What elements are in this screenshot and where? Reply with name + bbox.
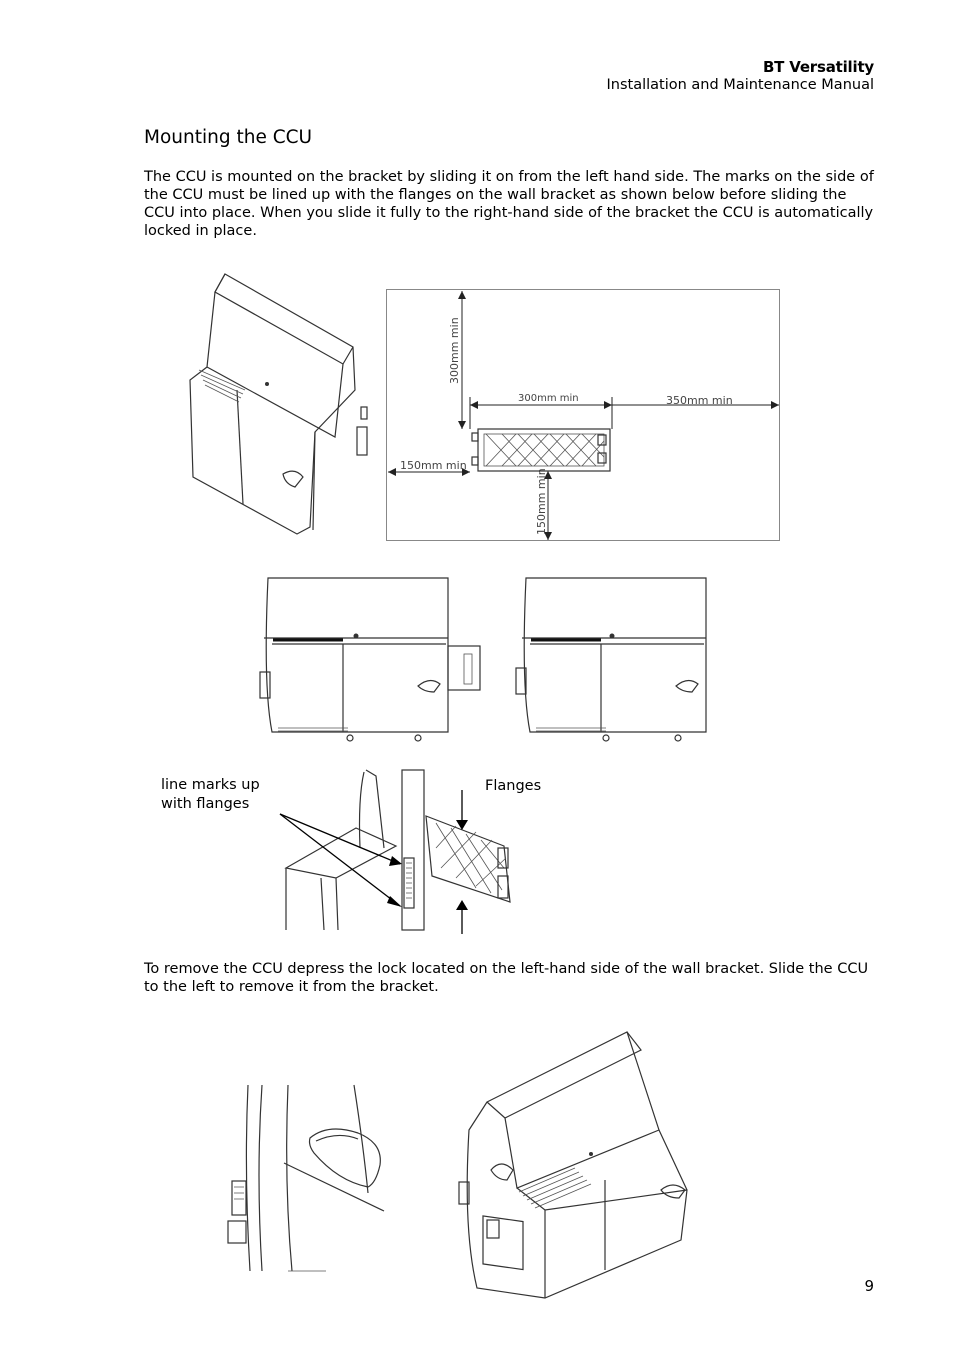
document-title: BT Versatility xyxy=(762,58,874,76)
flange-detail-figure xyxy=(276,768,526,934)
remove-paragraph: To remove the CCU depress the lock located on the left-hand side of the wall bracket. Slide the CCU to the left to remove it from the bracket. xyxy=(144,961,869,995)
left-clearance-label: 150mm min xyxy=(400,459,467,472)
clearance-diagram xyxy=(386,289,781,542)
ccu-sliding-left-figure xyxy=(258,576,490,746)
ccu-removal-figure xyxy=(455,1030,695,1300)
right-clearance-label: 350mm min xyxy=(666,394,733,407)
lock-detail-figure xyxy=(218,1083,388,1275)
ccu-locked-figure xyxy=(512,576,712,746)
section-heading: Mounting the CCU xyxy=(144,127,313,148)
line-marks-callout: line marks up with flanges xyxy=(161,777,260,812)
intro-paragraph: The CCU is mounted on the bracket by sliding it on from the left hand side. The marks on the side of the CCU must be lined up with the flanges on the wall bracket as shown below before sliding the CCU into place. When you slide it fully to the right-hand side of the bracket the CCU is automatically locked in place. xyxy=(144,169,874,239)
page-number: 9 xyxy=(864,1277,874,1295)
top-clearance-label: 300mm min xyxy=(448,317,461,384)
document-subtitle: Installation and Maintenance Manual xyxy=(606,77,874,93)
flanges-callout: Flanges xyxy=(485,778,542,794)
bracket-width-label: 300mm min xyxy=(518,393,579,404)
ccu-isometric-figure xyxy=(185,272,375,542)
bottom-clearance-label: 150mm min xyxy=(535,468,548,535)
